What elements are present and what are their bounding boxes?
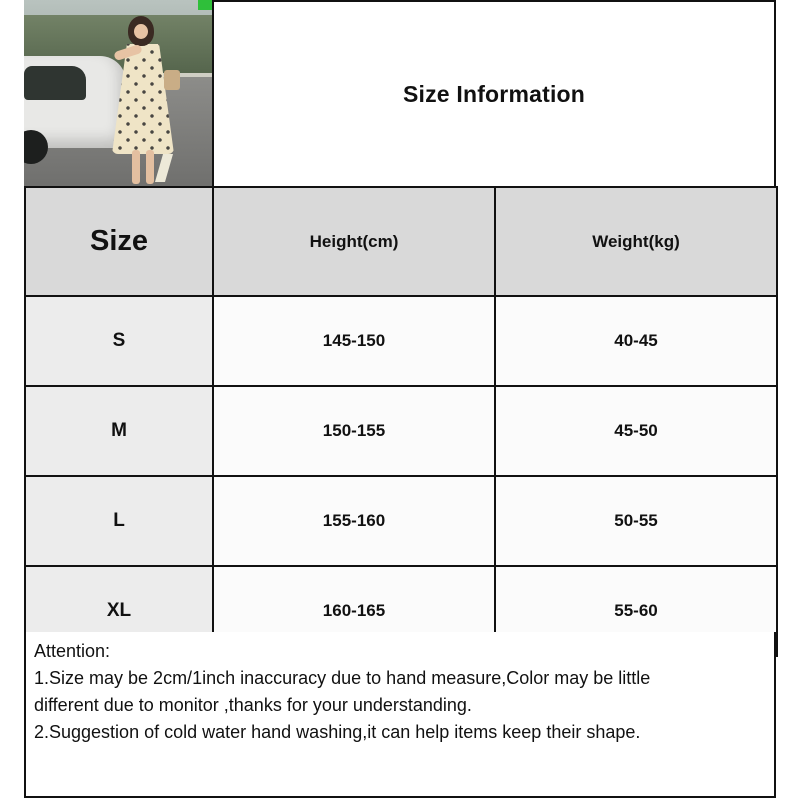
cell-weight: 50-55 <box>495 476 777 566</box>
header-height: Height(cm) <box>213 187 495 296</box>
photo-car <box>24 56 126 148</box>
photo-handbag <box>164 70 180 90</box>
attention-box <box>24 632 776 798</box>
top-row <box>24 0 776 188</box>
header-weight: Weight(kg) <box>495 187 777 296</box>
cell-height: 160-165 <box>213 566 495 656</box>
attention-line-2: different due to monitor ,thanks for your understanding. <box>34 695 472 715</box>
photo-model-leg <box>132 150 140 184</box>
green-marker-badge <box>198 0 212 10</box>
cell-size: S <box>25 296 213 386</box>
cell-weight: 40-45 <box>495 296 777 386</box>
size-table <box>24 186 778 657</box>
cell-weight: 45-50 <box>495 386 777 476</box>
header-size: Size <box>25 187 213 296</box>
cell-height: 155-160 <box>213 476 495 566</box>
cell-size: L <box>25 476 213 566</box>
table-row <box>25 476 777 566</box>
table-row <box>25 296 777 386</box>
page-title: Size Information <box>402 80 586 107</box>
attention-line-1: 1.Size may be 2cm/1inch inaccuracy due to hand measure,Color may be little <box>34 668 651 688</box>
product-photo <box>24 0 212 188</box>
cell-height: 150-155 <box>213 386 495 476</box>
attention-heading: Attention: <box>34 641 111 661</box>
photo-car-window <box>24 66 86 100</box>
table-row <box>25 386 777 476</box>
photo-model-leg <box>146 150 154 184</box>
title-cell <box>212 0 776 188</box>
cell-size: XL <box>25 566 213 656</box>
photo-model-face <box>134 24 148 39</box>
table-header-row <box>25 187 777 296</box>
cell-height: 145-150 <box>213 296 495 386</box>
cell-weight: 55-60 <box>495 566 777 656</box>
attention-line-3: 2.Suggestion of cold water hand washing,it can help items keep their shape. <box>34 722 641 742</box>
cell-size: M <box>25 386 213 476</box>
